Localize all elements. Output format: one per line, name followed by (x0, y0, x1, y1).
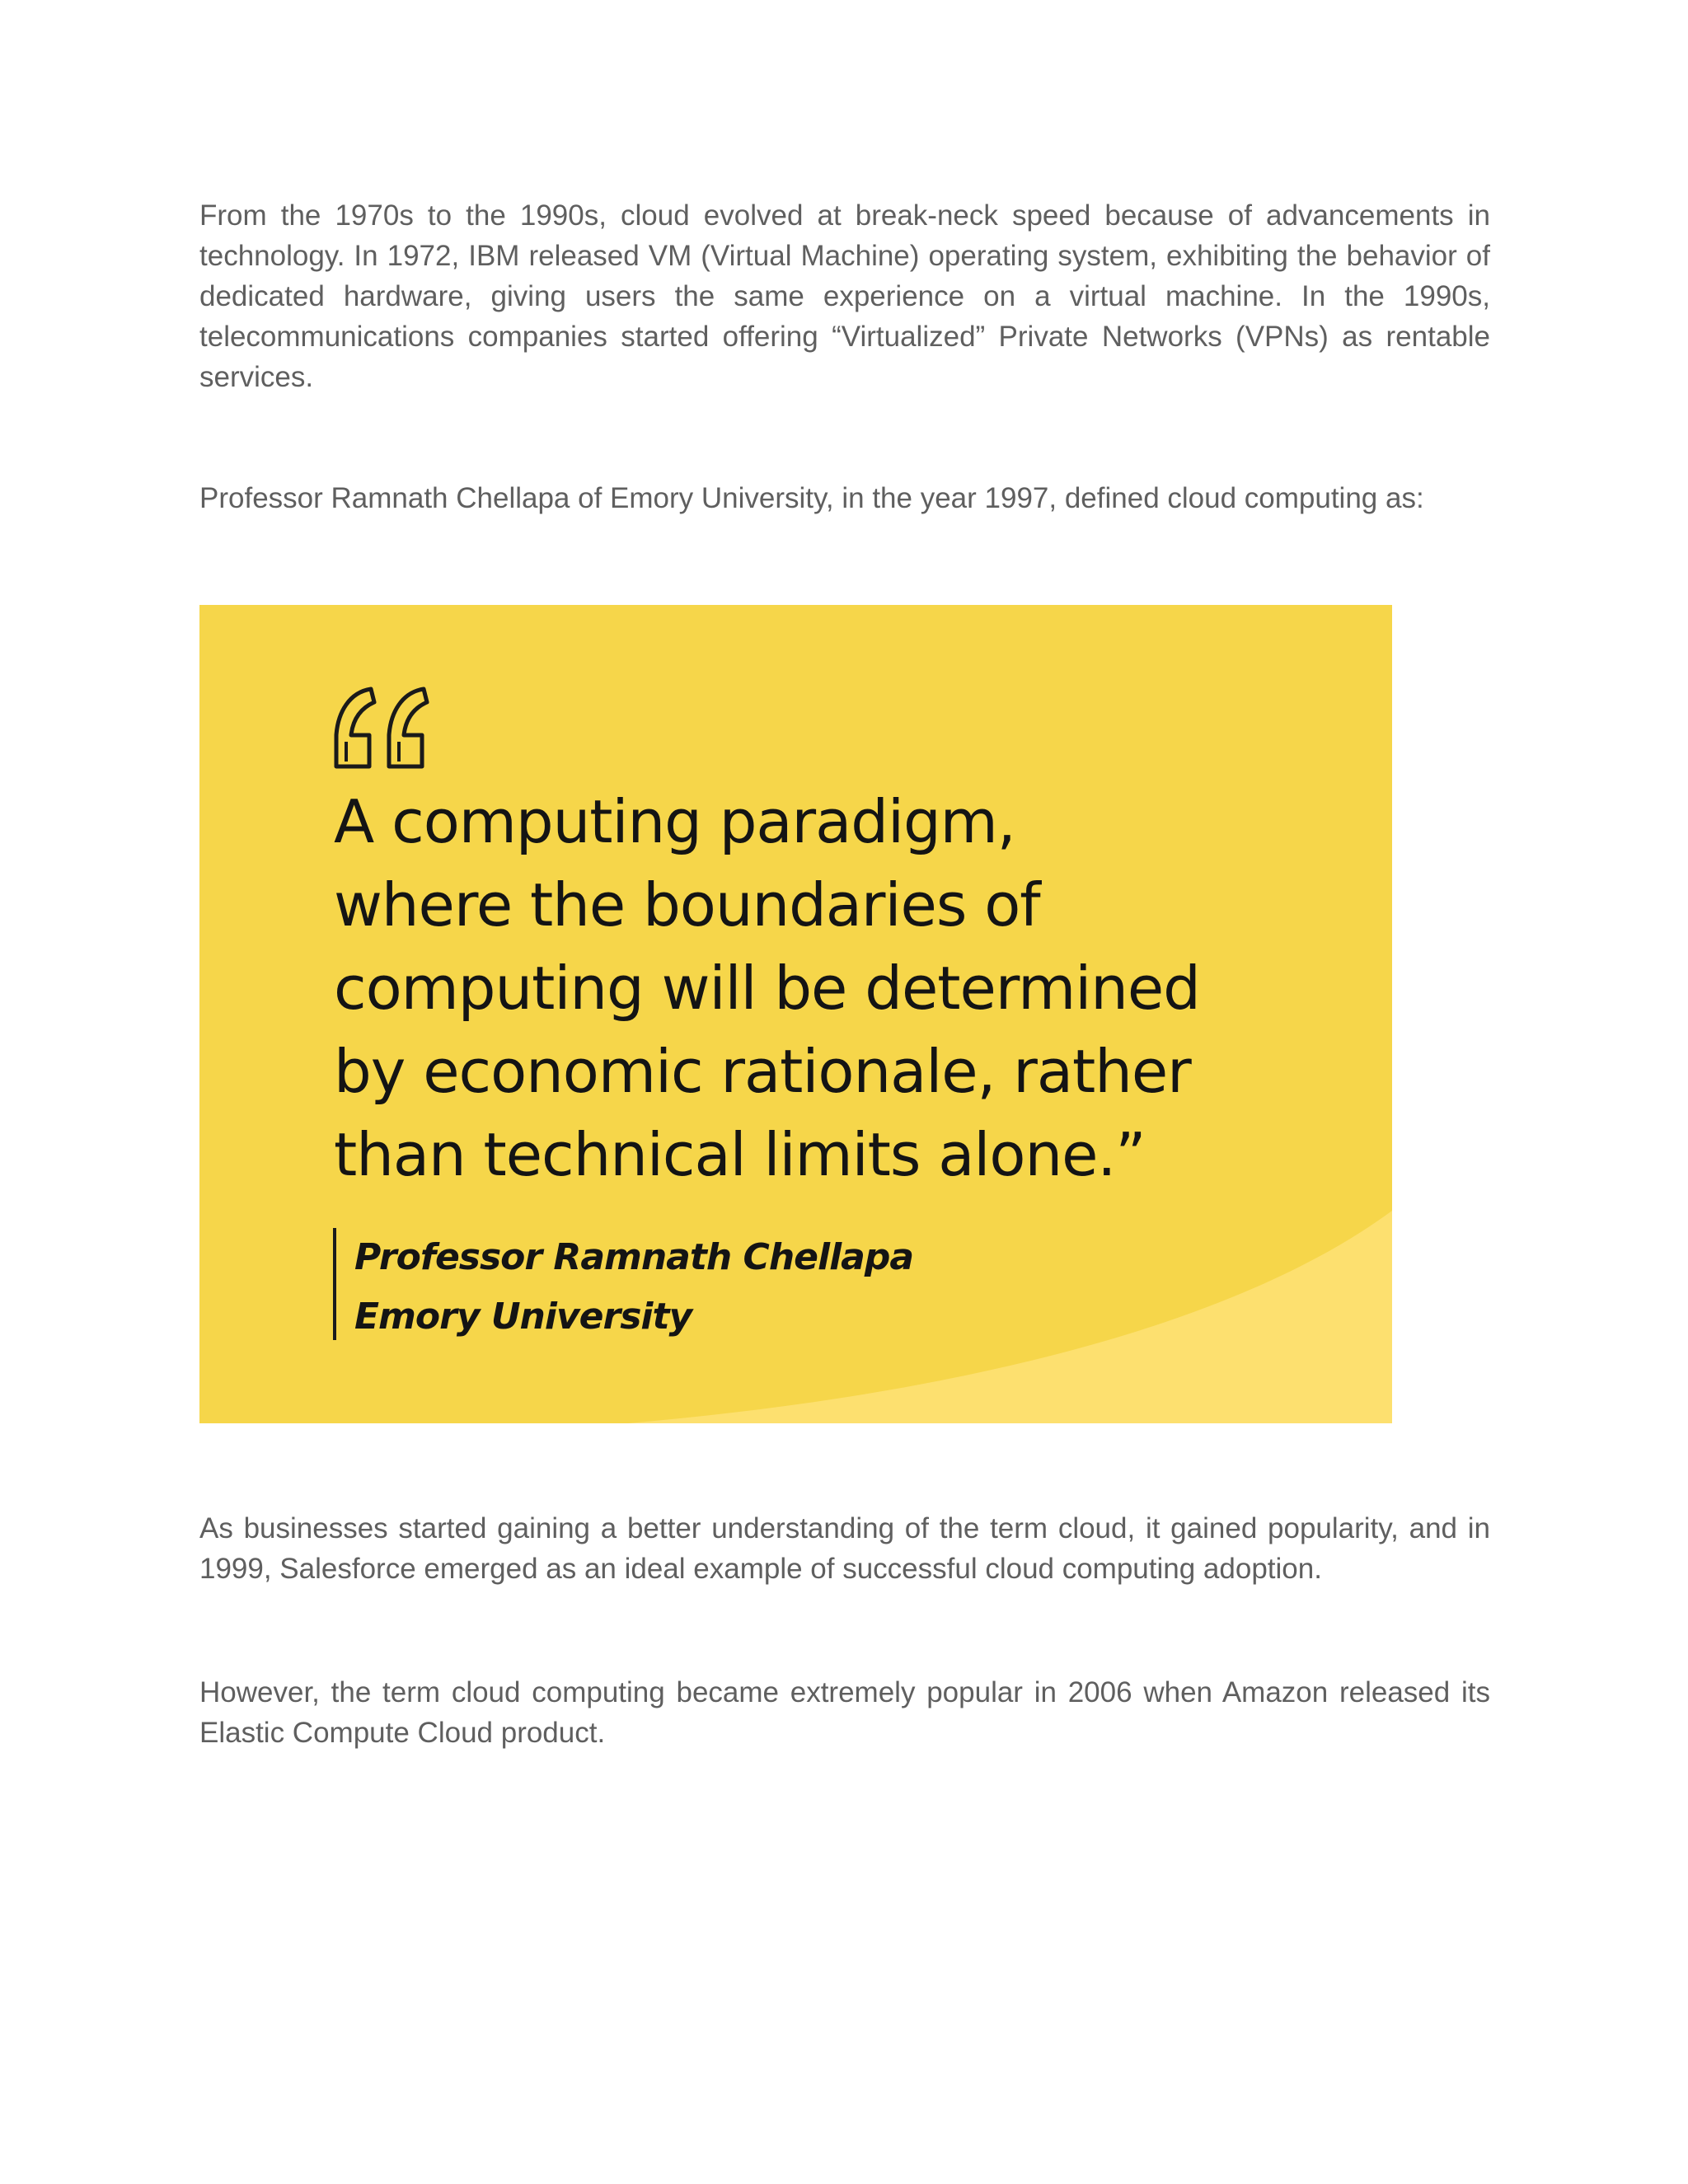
paragraph-salesforce: As businesses started gaining a better understanding of the term cloud, it gained popularity, and in 1999, Salesforce emerged as an ideal example of successful cloud computing adoption. (199, 1512, 1490, 1585)
quote-text: A computing paradigm, where the boundaries of computing will be determined by economic rationale, rather than technical limits alone.” (334, 787, 1200, 1189)
quote-attribution (333, 1228, 913, 1340)
paragraph-cloud-history: From the 1970s to the 1990s, cloud evolved at break-neck speed because of advancements in technology. In 1972, IBM released VM (Virtual Machine) operating system, exhibiting the behavior of dedicated hardware, giving users the same experience on a virtual machine. In the 1990s, telecommunications companies started offering “Virtualized” Private Networks (VPNs) as rentable services. (199, 199, 1490, 393)
quote-card-image (199, 605, 1392, 1423)
quote-affiliation: Emory University (354, 1296, 692, 1338)
paragraph-amazon-ec2: However, the term cloud computing became extremely popular in 2006 when Amazon released its Elastic Compute Cloud product. (199, 1676, 1490, 1749)
paragraph-chellapa-intro: Professor Ramnath Chellapa of Emory University, in the year 1997, defined cloud computing as: (199, 482, 1424, 514)
quote-mark-icon (331, 684, 434, 773)
quote-author: Professor Ramnath Chellapa (354, 1236, 914, 1278)
